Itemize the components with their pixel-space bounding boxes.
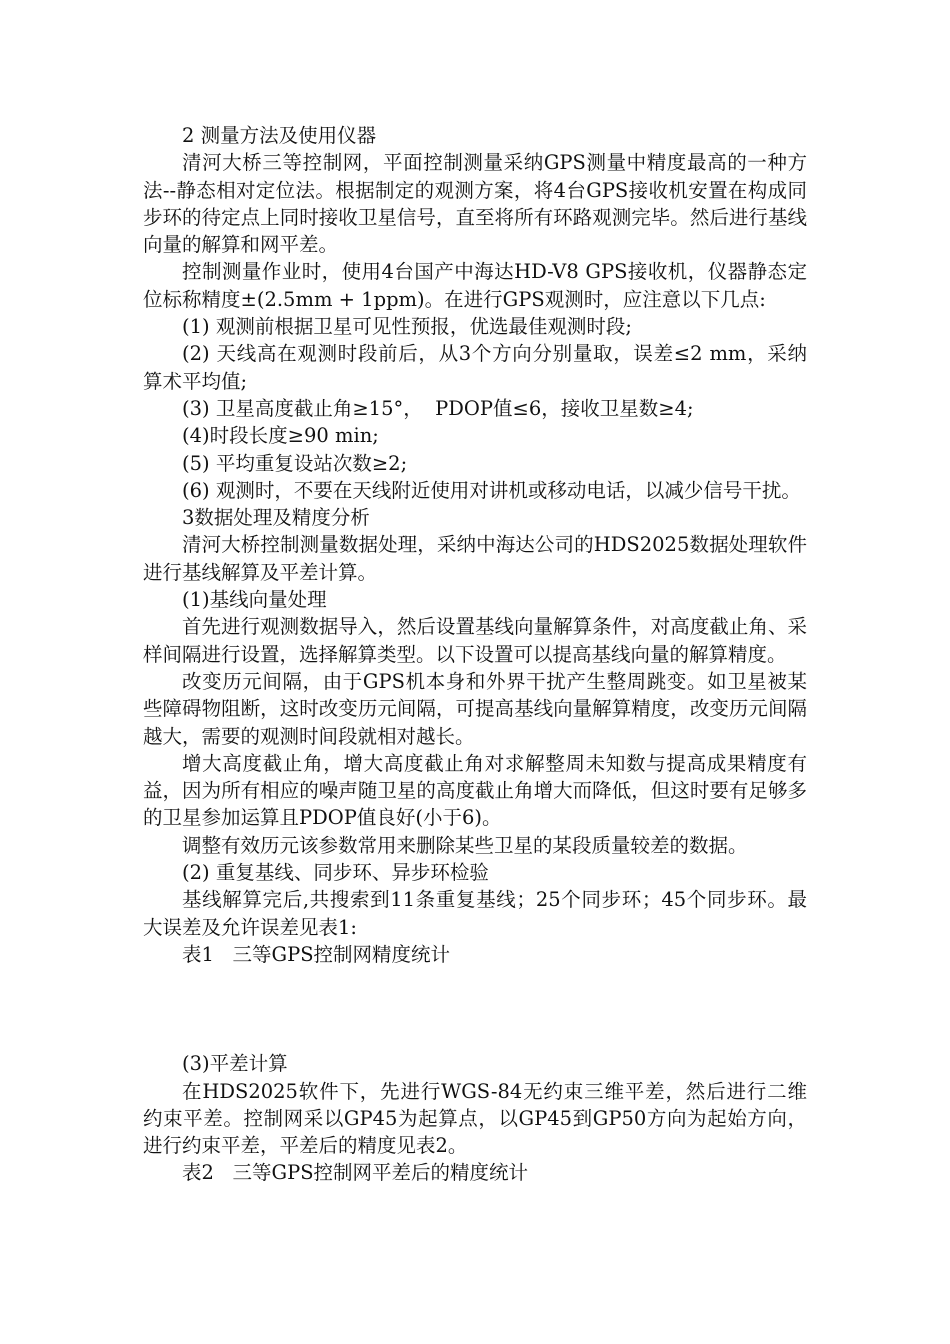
subheading-baseline-vector: (1)基线向量处理: [182, 588, 327, 612]
list-item-2: (2) 天线高在观测时段前后，从3个方向分别量取，误差≤2 mm，采纳算术平均值;: [143, 342, 807, 393]
table-1-placeholder: [143, 968, 807, 1050]
document-body: [143, 122, 807, 1187]
list-item-6: (6) 观测时，不要在天线附近使用对讲机或移动电话，以减少信号干扰。: [182, 478, 801, 502]
paragraph-baseline-setup: 首先进行观测数据导入，然后设置基线向量解算条件，对高度截止角、采样间隔进行设置，选择解算类型。以下设置可以提高基线向量的解算精度。: [143, 615, 807, 666]
list-item-5: (5) 平均重复设站次数≥2;: [182, 451, 408, 475]
list-item-4: (4)时段长度≥90 min;: [182, 424, 379, 448]
subheading-loop-check: (2) 重复基线、同步环、异步环检验: [182, 861, 489, 885]
paragraph-baseline-results: 基线解算完后,共搜索到11条重复基线；25个同步环；45个同步环。最大误差及允许误差见表1:: [143, 888, 807, 939]
paragraph-elevation-cutoff: 增大高度截止角，增大高度截止角对求解整周未知数与提高成果精度有益，因为所有相应的噪声随卫星的高度截止角增大而降低，但这时要有足够多的卫星参加运算且PDOP值良好(小于6)。: [143, 751, 807, 830]
paragraph-data-processing-software: 清河大桥控制测量数据处理，采纳中海达公司的HDS2025数据处理软件进行基线解算及平差计算。: [143, 533, 807, 584]
section-heading-measurement-methods: 2 测量方法及使用仪器: [182, 124, 377, 147]
list-item-1: (1) 观测前根据卫星可见性预报，优选最佳观测时段;: [182, 315, 632, 339]
paragraph-valid-epoch: 调整有效历元该参数常用来删除某些卫星的某段质量较差的数据。: [182, 833, 748, 857]
section-heading-data-processing: 3数据处理及精度分析: [182, 506, 370, 530]
table-caption-1: 表1 三等GPS控制网精度统计: [182, 942, 451, 966]
paragraph-instruments: 控制测量作业时，使用4台国产中海达HD-V8 GPS接收机，仪器静态定位标称精度±(2.5mm + 1ppm)。在进行GPS观测时，应注意以下几点:: [143, 260, 807, 311]
subheading-adjustment: (3)平差计算: [182, 1052, 288, 1076]
list-item-3: (3) 卫星高度截止角≥15°， PDOP值≤6，接收卫星数≥4;: [182, 396, 694, 420]
table-caption-2: 表2 三等GPS控制网平差后的精度统计: [182, 1161, 529, 1185]
paragraph-adjustment-details: 在HDS2025软件下，先进行WGS-84无约束三维平差，然后进行二维约束平差。控制网采以GP45为起算点，以GP45到GP50方向为起始方向，进行约束平差，平差后的精度见表2。: [143, 1079, 807, 1158]
paragraph-epoch-interval: 改变历元间隔，由于GPS机本身和外界干扰产生整周跳变。如卫星被某些障碍物阻断，这时改变历元间隔，可提高基线向量解算精度，改变历元间隔越大，需要的观测时间段就相对越长。: [143, 669, 807, 748]
paragraph-control-network-method: 清河大桥三等控制网，平面控制测量采纳GPS测量中精度最高的一种方法--静态相对定位法。根据制定的观测方案，将4台GPS接收机安置在构成同步环的待定点上同时接收卫星信号，直至将所有环路观测完毕。然后进行基线向量的解算和网平差。: [143, 151, 807, 257]
